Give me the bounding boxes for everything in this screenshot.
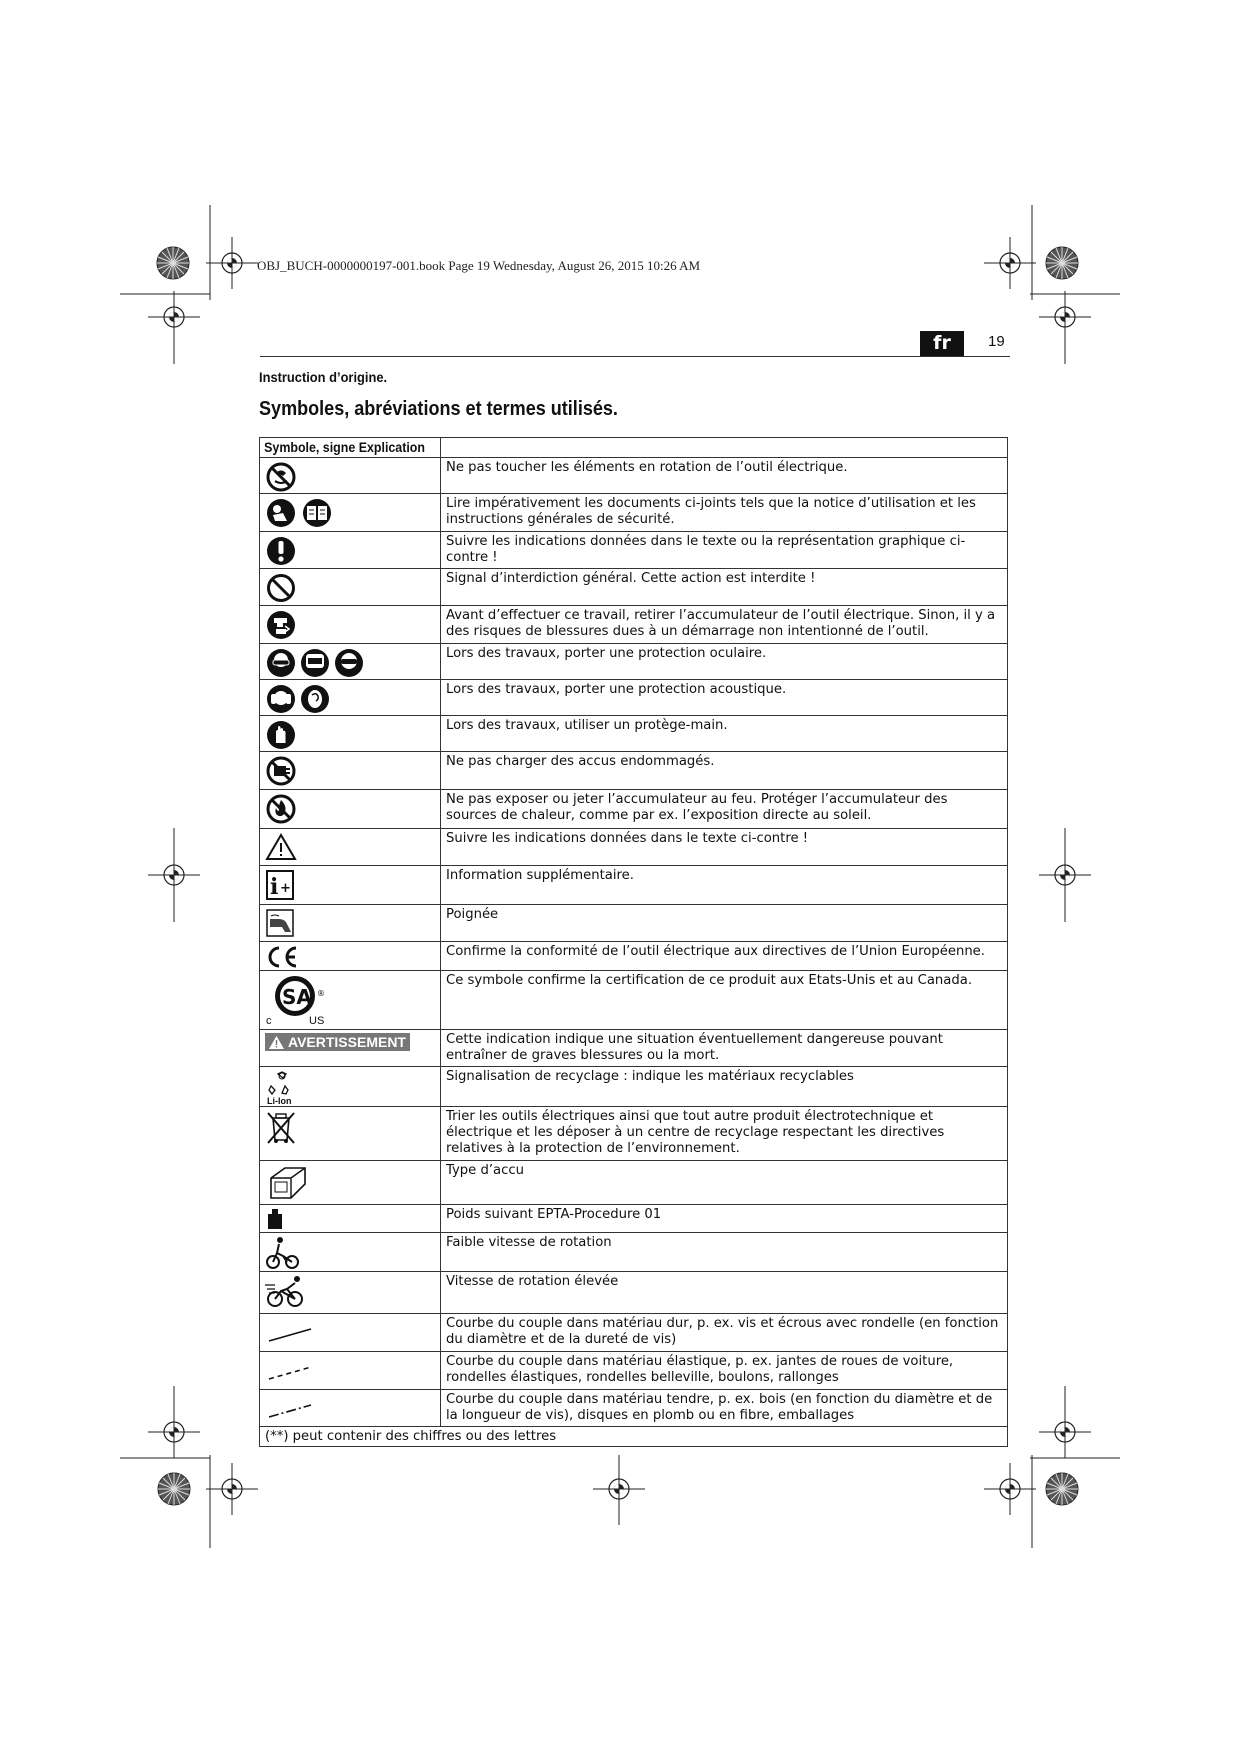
header-rule	[260, 356, 1010, 357]
no-touch-rotating-icon	[265, 461, 297, 493]
symbol-cell	[260, 1233, 441, 1272]
eye-protection-icon	[265, 647, 365, 679]
page-title: Symboles, abréviations et termes utilisés.	[259, 397, 618, 420]
table-row	[260, 790, 1008, 829]
footnote-row	[260, 1427, 1008, 1447]
fast-bike-icon	[265, 1275, 307, 1309]
dashed-line-icon	[265, 1355, 315, 1385]
symbol-cell	[260, 866, 441, 905]
table-row	[260, 1314, 1008, 1352]
table-row	[260, 644, 1008, 680]
table-row	[260, 942, 1008, 971]
symbol-cell	[260, 494, 441, 532]
no-fire-icon	[265, 793, 297, 825]
csa-c-label: c	[266, 1015, 272, 1026]
symbol-cell	[260, 1314, 441, 1352]
book-file-info: OBJ_BUCH-0000000197-001.book Page 19 Wednesday, August 26, 2015 10:26 AM	[257, 258, 701, 273]
symbol-cell	[260, 1107, 441, 1161]
recycle-label: Li-Ion	[267, 1096, 292, 1106]
table-row	[260, 1067, 1008, 1107]
table-header-row	[260, 438, 1008, 458]
handle-icon	[265, 908, 295, 938]
table-row	[260, 1205, 1008, 1233]
explanation-cell: Suivre les indications données dans le texte ou la représentation graphique ci-contre !	[441, 532, 1008, 569]
explanation-cell: Courbe du couple dans matériau dur, p. ex. vis et écrous avec rondelle (en fonction du diamètre et de la dureté de vis)	[441, 1314, 1008, 1352]
explanation-cell: Courbe du couple dans matériau tendre, p. ex. bois (en fonction du diamètre et de la longueur de vis), disques en plomb ou en fibre, emballages	[441, 1390, 1008, 1427]
explanation-cell: Trier les outils électriques ainsi que tout autre produit électrotechnique et électrique et les déposer à un centre de recyclage respectant les directives relatives à la protection de l’environnement.	[441, 1107, 1008, 1161]
read-manual-icon	[265, 497, 335, 529]
explanation-cell: Courbe du couple dans matériau élastique, p. ex. jantes de roues de voiture, rondelles élastiques, rondelles belleville, boulons, rallonges	[441, 1352, 1008, 1390]
explanation-cell: Information supplémentaire.	[441, 866, 1008, 905]
table-row	[260, 1161, 1008, 1205]
svg-text:i: i	[270, 874, 279, 900]
col2-header-inline: Explication	[358, 440, 425, 455]
table-row	[260, 1352, 1008, 1390]
explanation-cell: Lors des travaux, utiliser un protège-main.	[441, 716, 1008, 752]
csa-letters: SA	[282, 985, 312, 1009]
table-row	[260, 494, 1008, 532]
explanation-cell: Ne pas toucher les éléments en rotation de l’outil électrique.	[441, 458, 1008, 494]
symbol-cell	[260, 829, 441, 866]
symbol-cell	[260, 1390, 441, 1427]
csa-mark-icon	[265, 974, 335, 1026]
table-row	[260, 1107, 1008, 1161]
symbols-table	[259, 437, 1008, 1447]
solid-line-icon	[265, 1317, 315, 1347]
explanation-cell: Poids suivant EPTA-Procedure 01	[441, 1205, 1008, 1233]
symbol-cell	[260, 716, 441, 752]
table-row	[260, 971, 1008, 1030]
explanation-cell: Type d’accu	[441, 1161, 1008, 1205]
col1-header-text: Symbole, signe	[263, 440, 355, 455]
explanation-cell: Faible vitesse de rotation	[441, 1233, 1008, 1272]
explanation-cell: Lire impérativement les documents ci-joints tels que la notice d’utilisation et les instructions générales de sécurité.	[441, 494, 1008, 532]
symbol-cell	[260, 644, 441, 680]
info-plus-icon	[265, 869, 295, 901]
explanation-cell: Poignée	[441, 905, 1008, 942]
table-row	[260, 458, 1008, 494]
symbol-cell	[260, 680, 441, 716]
symbol-cell	[260, 606, 441, 644]
svg-text:+: +	[280, 881, 291, 896]
page-number: 19	[988, 333, 1005, 350]
symbol-cell	[260, 752, 441, 790]
table-row	[260, 606, 1008, 644]
table-row	[260, 680, 1008, 716]
prohibition-icon	[265, 572, 297, 604]
table-row	[260, 1390, 1008, 1427]
table-row	[260, 866, 1008, 905]
csa-us-label: US	[309, 1015, 325, 1026]
language-badge: fr	[920, 331, 964, 356]
warning-triangle-icon	[265, 832, 297, 862]
table-row	[260, 905, 1008, 942]
explanation-cell: Signal d’interdiction général. Cette action est interdite !	[441, 569, 1008, 606]
explanation-cell: Lors des travaux, porter une protection oculaire.	[441, 644, 1008, 680]
table-row	[260, 1272, 1008, 1314]
symbol-cell	[260, 1352, 441, 1390]
ce-mark-icon	[265, 945, 301, 969]
explanation-cell: Suivre les indications données dans le texte ci-contre !	[441, 829, 1008, 866]
explanation-cell: Ne pas charger des accus endommagés.	[441, 752, 1008, 790]
svg-text:®: ®	[317, 989, 325, 998]
column-header-symbol	[260, 438, 427, 458]
warning-triangle-small-icon	[269, 1036, 284, 1049]
symbol-cell	[260, 942, 441, 971]
explanation-cell: Ne pas exposer ou jeter l’accumulateur au feu. Protéger l’accumulateur des sources de chaleur, comme par ex. l’exposition directe au soleil.	[441, 790, 1008, 829]
exclamation-icon	[265, 535, 297, 567]
table-row	[260, 569, 1008, 606]
explanation-cell: Cette indication indique une situation éventuellement dangereuse pouvant entraîner de graves blessures ou la mort.	[441, 1030, 1008, 1067]
battery-type-icon	[265, 1164, 309, 1204]
table-row	[260, 752, 1008, 790]
explanation-cell: Avant d’effectuer ce travail, retirer l’accumulateur de l’outil électrique. Sinon, il y a des risques de blessures dues à un démarrage non intentionné de l’outil.	[441, 606, 1008, 644]
explanation-cell: Ce symbole confirme la certification de ce produit aux Etats-Unis et au Canada.	[441, 971, 1008, 1030]
no-charge-damaged-icon	[265, 755, 297, 787]
avertissement-label: AVERTISSEMENT	[288, 1034, 406, 1050]
column-header-explication	[441, 438, 1008, 458]
slow-bike-icon	[265, 1236, 301, 1270]
ear-protection-icon	[265, 683, 331, 715]
symbol-cell	[260, 905, 441, 942]
table-row	[260, 1030, 1008, 1067]
symbol-cell	[260, 1067, 441, 1107]
symbol-cell	[260, 1272, 441, 1314]
weight-icon	[265, 1208, 285, 1230]
explanation-cell: Vitesse de rotation élevée	[441, 1272, 1008, 1314]
dash-dot-line-icon	[265, 1393, 315, 1423]
footnote: (**) peut contenir des chiffres ou des lettres	[260, 1427, 1008, 1447]
recycling-icon	[265, 1070, 299, 1106]
explanation-cell: Confirme la conformité de l’outil électrique aux directives de l’Union Européenne.	[441, 942, 1008, 971]
symbol-cell	[260, 1205, 441, 1233]
explanation-cell: Lors des travaux, porter une protection acoustique.	[441, 680, 1008, 716]
table-row	[260, 1233, 1008, 1272]
table-row	[260, 716, 1008, 752]
symbol-cell	[260, 1161, 441, 1205]
symbol-cell	[260, 971, 441, 1030]
remove-battery-icon	[265, 609, 297, 641]
hand-protection-icon	[265, 719, 297, 751]
symbol-cell	[260, 569, 441, 606]
weee-bin-icon	[265, 1110, 297, 1146]
symbol-cell	[260, 790, 441, 829]
symbol-cell	[260, 458, 441, 494]
table-row	[260, 829, 1008, 866]
symbol-cell	[260, 532, 441, 569]
symbol-cell	[260, 1030, 441, 1067]
original-instruction-label: Instruction d’origine.	[259, 369, 388, 385]
explanation-cell: Signalisation de recyclage : indique les matériaux recyclables	[441, 1067, 1008, 1107]
table-row	[260, 532, 1008, 569]
avertissement-badge-icon	[265, 1033, 410, 1051]
